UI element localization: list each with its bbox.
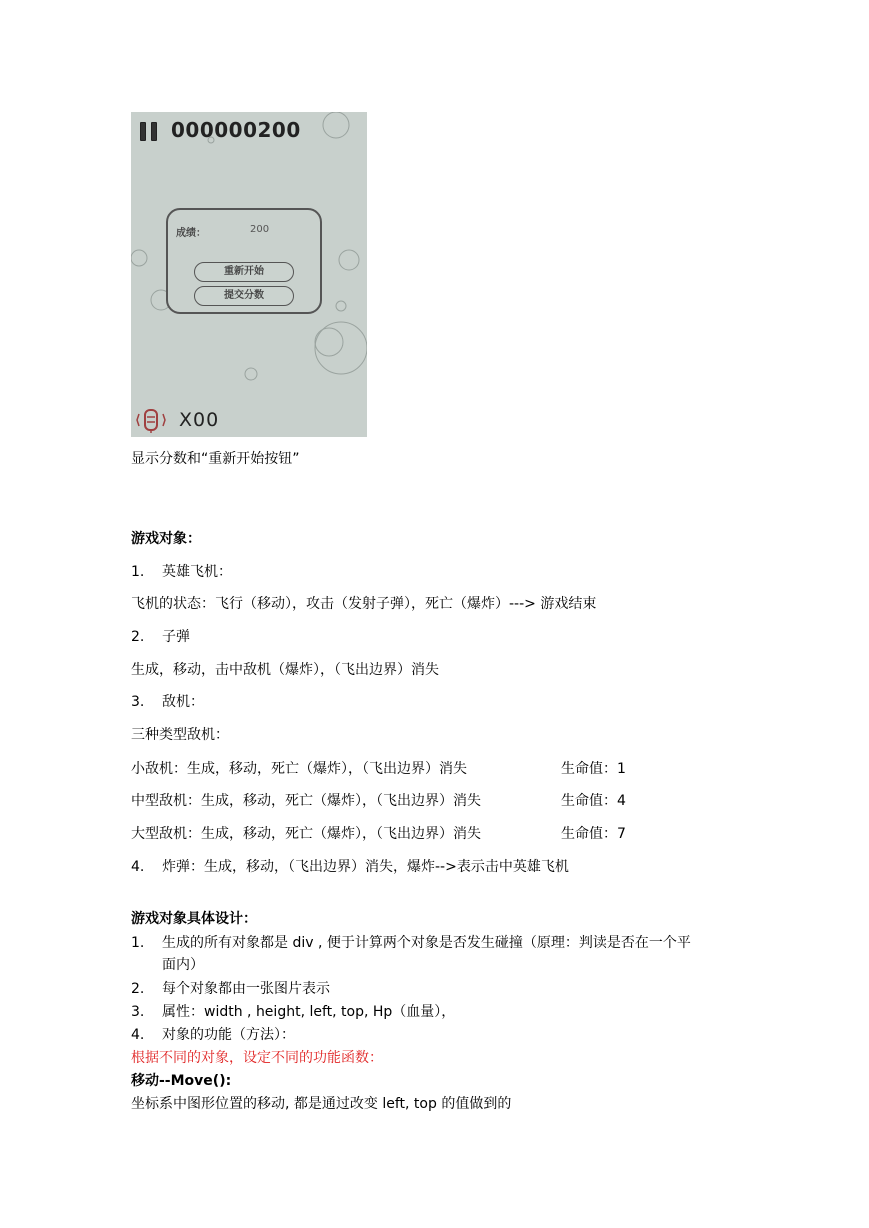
enemy-line: 小敌机：生成，移动，死亡（爆炸），（飞出边界）消失 <box>131 761 467 777</box>
bomb-icon <box>135 408 167 434</box>
submit-score-button[interactable]: 提交分数 <box>194 286 294 306</box>
score-display: 000000200 <box>171 118 301 142</box>
list-item: 属性：width , height, left, top, Hp（血量）， <box>162 1004 456 1020</box>
list-number: 1. <box>131 564 145 580</box>
paragraph: 生成，移动，击中敌机（爆炸），（飞出边界）消失 <box>131 662 439 678</box>
enemy-line: 中型敌机：生成，移动，死亡（爆炸），（飞出边界）消失 <box>131 793 481 809</box>
game-over-panel <box>166 208 322 314</box>
list-item: 子弹 <box>162 629 190 645</box>
list-number: 1. <box>131 935 145 951</box>
list-number: 2. <box>131 981 145 997</box>
list-item: 炸弹：生成，移动，（飞出边界）消失，爆炸-->表示击中英雄飞机 <box>162 859 569 875</box>
section1-heading: 游戏对象： <box>131 531 201 547</box>
list-item-continued: 面内） <box>162 957 204 973</box>
list-item: 对象的功能（方法）： <box>162 1027 295 1043</box>
list-number: 3. <box>131 1004 145 1020</box>
move-heading: 移动--Move(): <box>131 1073 232 1089</box>
enemy-hp: 生命值：1 <box>561 761 626 777</box>
score-label: 成绩： <box>176 228 206 239</box>
list-item: 敌机： <box>162 694 204 710</box>
paragraph: 三种类型敌机： <box>131 727 229 743</box>
section2-heading: 游戏对象具体设计： <box>131 911 257 927</box>
move-description: 坐标系中图形位置的移动, 都是通过改变 left, top 的值做到的 <box>131 1096 512 1112</box>
list-number: 4. <box>131 1027 145 1043</box>
enemy-hp: 生命值：4 <box>561 793 626 809</box>
caption: 显示分数和“重新开始按钮” <box>131 451 300 467</box>
list-number: 4. <box>131 859 145 875</box>
list-item: 生成的所有对象都是 div , 便于计算两个对象是否发生碰撞（原理：判读是否在一个平 <box>162 935 691 951</box>
pause-icon[interactable] <box>140 122 158 141</box>
bomb-count: X00 <box>179 409 220 431</box>
list-number: 3. <box>131 694 145 710</box>
game-screenshot <box>131 112 367 437</box>
enemy-line: 大型敌机：生成，移动，死亡（爆炸），（飞出边界）消失 <box>131 826 481 842</box>
red-note: 根据不同的对象，设定不同的功能函数： <box>131 1050 383 1066</box>
list-item: 每个对象都由一张图片表示 <box>162 981 330 997</box>
list-number: 2. <box>131 629 145 645</box>
score-value: 200 <box>250 224 270 235</box>
enemy-hp: 生命值：7 <box>561 826 626 842</box>
paragraph: 飞机的状态：飞行（移动），攻击（发射子弹），死亡（爆炸）---> 游戏结束 <box>131 596 597 612</box>
list-item: 英雄飞机： <box>162 564 232 580</box>
restart-button[interactable]: 重新开始 <box>194 262 294 282</box>
